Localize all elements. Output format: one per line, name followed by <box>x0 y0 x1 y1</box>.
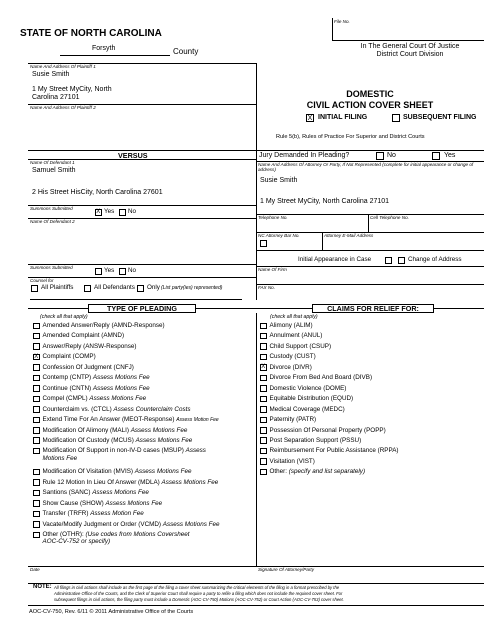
claim-item[interactable] <box>260 427 386 434</box>
pleading-checkbox[interactable]: X <box>34 353 39 360</box>
claim-label-text: Paternity (PATR) <box>269 416 317 424</box>
claim-checkbox[interactable] <box>260 427 267 434</box>
pleading-fee-note: Assess Motions Fee <box>92 489 149 497</box>
pleading-fee-note: Assess Motions Fee <box>134 468 192 476</box>
pleading-checkbox[interactable] <box>33 500 40 507</box>
only-label: Only <box>147 284 160 291</box>
claim-checkbox[interactable] <box>260 437 267 444</box>
initial-appearance-label: Initial Appearance in Case <box>298 256 372 263</box>
claim-label <box>270 416 317 423</box>
pleading-item[interactable] <box>33 479 218 486</box>
claim-checkbox[interactable] <box>260 417 267 424</box>
jury-yes-checkbox[interactable] <box>432 152 440 160</box>
pleading-fee-note: Assess <box>185 447 206 455</box>
claim-label <box>270 364 312 371</box>
claim-checkbox[interactable] <box>260 458 267 465</box>
subsequent-filing-label: SUBSEQUENT FILING <box>403 114 477 121</box>
claim-label-text: Visitation (VIST) <box>269 457 315 465</box>
claim-label-text: Reimbursement For Public Assistance (RPPA) <box>269 447 399 455</box>
jury-no-label: No <box>387 152 396 159</box>
pleading-checkbox[interactable] <box>33 333 40 340</box>
claim-item[interactable] <box>260 406 345 413</box>
state-title: STATE OF NORTH CAROLINA <box>20 28 162 39</box>
claim-checkbox[interactable] <box>260 406 267 413</box>
claim-label-text: Divorce From Bed And Board (DIVB) <box>269 374 373 382</box>
form-title-cover-sheet: CIVIL ACTION COVER SHEET <box>306 100 434 110</box>
form-id: AOC-CV-750, Rev. 6/11 © 2011 Administrative Office of the Courts <box>29 609 194 615</box>
pleading-label <box>43 500 163 507</box>
claim-label <box>270 385 347 392</box>
claim-label-text: Custody (CUST) <box>269 353 316 361</box>
pleading-check-note: (check all that apply) <box>40 314 88 320</box>
pleading-label <box>43 353 96 360</box>
claim-fee-note: (specify and list separately) <box>288 468 366 476</box>
pleading-item[interactable] <box>33 468 191 475</box>
all-defendants-checkbox[interactable] <box>84 285 91 292</box>
pleading-checkbox[interactable] <box>33 511 40 518</box>
pleading-fee-note: Assess Motions Fee <box>92 384 150 392</box>
pleading-label-text: Answer/Reply (ANSW-Response) <box>42 342 137 350</box>
pleading-label-text: Extend Time For An Answer (MEOT-Response) <box>42 416 177 424</box>
plaintiff2-label: Name And Address Of Plaintiff 2 <box>30 105 96 110</box>
pleading-item[interactable] <box>33 500 162 507</box>
pleading-fee-note-continued: Motions Fee <box>42 454 78 462</box>
jury-yes-label: Yes <box>444 152 456 159</box>
pleading-label <box>43 479 219 486</box>
claim-label-text: Domestic Violence (DOME) <box>269 384 347 392</box>
claim-item[interactable] <box>260 447 399 454</box>
claim-label-text: Other: <box>269 468 289 476</box>
pleading-item[interactable] <box>33 353 96 360</box>
claim-checkbox[interactable] <box>260 396 267 403</box>
claim-item[interactable] <box>260 437 361 444</box>
pleading-label-text: Rule 12 Motion In Lieu Of Answer (MDLA) <box>42 478 162 486</box>
summons2-no-checkbox[interactable] <box>119 268 126 275</box>
summons1-no-checkbox[interactable] <box>119 209 126 216</box>
pleading-fee-note: Assess Motions Fee <box>105 499 163 507</box>
county-word: County <box>173 47 199 56</box>
court-line2: District Court Division <box>376 51 444 58</box>
pleading-item[interactable] <box>33 437 192 444</box>
type-of-pleading-header: TYPE OF PLEADING <box>88 304 196 313</box>
pleading-checkbox[interactable] <box>33 479 40 486</box>
pleading-fee-note: Assess Motions Fee <box>130 426 188 434</box>
plaintiff1-label: Name And Address Of Plaintiff 1 <box>30 64 96 69</box>
summons1-yes-label: Yes <box>104 208 115 215</box>
pleading-item[interactable] <box>33 343 137 350</box>
claim-label-text: Divorce (DIVR) <box>269 363 312 371</box>
only-note: (List party(ies) represented) <box>161 285 223 291</box>
subsequent-filing-checkbox[interactable] <box>392 114 400 122</box>
defendant2-label: Name Of Defendant 2 <box>30 219 75 224</box>
pleading-checkbox[interactable] <box>33 469 40 476</box>
claim-label <box>270 332 323 339</box>
summons1-no-label: No <box>128 208 137 215</box>
pleading-label <box>43 510 144 517</box>
claim-label <box>270 406 345 413</box>
summons1-label: Summons Submitted <box>30 206 73 211</box>
fax-label: FAX No. <box>258 285 276 290</box>
pleading-fee-note: Assess Motion Fee <box>90 510 144 518</box>
summons2-label: Summons Submitted <box>30 265 73 270</box>
pleading-fee-note: Assess Motion Fee <box>176 417 219 424</box>
plaintiff-name[interactable]: Susie Smith <box>32 71 70 78</box>
pleading-fee-note: Assess Motions Fee <box>161 478 219 486</box>
pleading-checkbox[interactable] <box>33 417 40 424</box>
claim-item[interactable] <box>260 343 331 350</box>
claim-label-text: Alimony (ALIM) <box>269 322 313 329</box>
pleading-label-text: Modification Of Visitation (MVIS) <box>42 468 135 476</box>
pleading-label-text: Amended Complaint (AMND) <box>42 332 125 340</box>
summons2-yes-checkbox[interactable] <box>95 268 102 275</box>
pleading-checkbox[interactable] <box>33 532 40 539</box>
claim-label-text: Annulment (ANUL) <box>269 332 323 340</box>
pleading-label <box>43 332 125 339</box>
pleading-fee-note: Assess Counterclaim Costs <box>113 405 191 413</box>
claim-item[interactable] <box>260 468 365 475</box>
pleading-label <box>43 343 137 350</box>
claim-item[interactable] <box>260 395 353 402</box>
versus-label: VERSUS <box>118 151 148 160</box>
pleading-label <box>43 322 165 329</box>
claim-label <box>270 427 386 434</box>
pleading-checkbox[interactable] <box>33 364 40 371</box>
claim-item[interactable] <box>260 458 315 465</box>
summons2-yes-label: Yes <box>104 267 115 274</box>
pleading-fee-note: (Use codes from Motions Coversheet <box>85 531 190 538</box>
note-line3: subsequent filings in civil actions, the filing party must include a Domestic (AOC-CV-750) Motions (AOC-CV-752) or Court Action (AOC-CV-753) cover sheet. <box>54 597 344 602</box>
pleading-label <box>43 447 206 462</box>
only-checkbox[interactable] <box>137 285 144 292</box>
pleading-label-text: Contemp (CNTP) <box>42 374 93 382</box>
pleading-item[interactable] <box>33 427 187 434</box>
claim-label <box>270 343 332 350</box>
cell-telephone-label: Cell Telephone No. <box>370 215 409 220</box>
pleading-label <box>43 468 192 475</box>
pleading-checkbox[interactable] <box>33 448 40 455</box>
initial-filing-label: INITIAL FILING <box>318 114 368 121</box>
summons2-no-label: No <box>128 267 137 274</box>
pleading-label <box>43 374 150 381</box>
pleading-item[interactable] <box>33 489 149 496</box>
pleading-checkbox[interactable] <box>33 427 40 434</box>
pleading-label <box>43 364 134 371</box>
note-line2: Administrative Office of the Courts, and the Clerk of Superior Court shall require a party to refile a filing which does not include the required cover sheet. For <box>54 591 343 596</box>
pleading-label-text: Modification Of Alimony (MALI) <box>42 426 131 434</box>
pleading-item[interactable] <box>33 510 144 517</box>
pleading-checkbox[interactable] <box>33 323 40 330</box>
defendant-name[interactable]: Samuel Smith <box>32 167 76 174</box>
summons1-yes-checkbox[interactable]: X <box>96 209 101 215</box>
pleading-fee-note: Assess Motions Fee <box>92 374 150 382</box>
initial-appearance-checkbox[interactable] <box>385 257 392 264</box>
pleading-label <box>43 395 147 402</box>
claim-checkbox[interactable] <box>260 323 267 330</box>
pleading-label <box>43 385 150 392</box>
pleading-label-text: Other (OTHR): <box>42 531 86 538</box>
jury-no-checkbox[interactable] <box>376 152 384 160</box>
rule-text: Rule 5(b), Rules of Practice For Superior and District Courts <box>276 134 425 140</box>
defendant1-label: Name Of Defendant 1 <box>30 160 75 165</box>
plaintiff-address-line1[interactable]: 1 My Street MyCity, North <box>32 86 112 93</box>
note-label: NOTE: <box>33 584 52 590</box>
pleading-checkbox[interactable] <box>33 396 40 403</box>
claim-item[interactable] <box>260 385 346 392</box>
claim-checkbox[interactable] <box>260 448 267 455</box>
claim-label-text: Medical Coverage (MEDC) <box>269 405 345 413</box>
file-no-label: File No. <box>334 19 350 24</box>
claim-item[interactable] <box>260 322 313 329</box>
pleading-label <box>43 406 191 413</box>
claim-item[interactable] <box>260 332 322 339</box>
pleading-label <box>43 416 219 424</box>
pleading-label-text: Transfer (TRFR) <box>42 510 91 518</box>
pleading-fee-note: Assess Motions Fee <box>89 395 147 403</box>
claims-for-relief-header: CLAIMS FOR RELIEF FOR: <box>312 304 434 313</box>
pleading-fee-note: Assess Motions Fee <box>135 436 193 444</box>
claim-checkbox[interactable] <box>260 333 267 340</box>
form-title-domestic: DOMESTIC <box>346 89 394 99</box>
pleading-label-text: Vacate/Modify Judgment or Order (VCMD) <box>42 520 163 528</box>
initial-filing-checkbox[interactable]: X <box>307 115 313 122</box>
email-label: Attorney E-Mail Address <box>324 233 374 238</box>
bar-number-checkbox[interactable] <box>260 240 267 247</box>
telephone-label: Telephone No. <box>258 215 288 220</box>
county-value: Forsyth <box>92 45 116 52</box>
pleading-item[interactable] <box>33 416 219 424</box>
claim-checkbox[interactable] <box>260 469 267 476</box>
pleading-item[interactable] <box>33 374 150 381</box>
all-plaintiffs-checkbox[interactable] <box>31 285 38 292</box>
pleading-checkbox[interactable] <box>33 406 40 413</box>
court-line1: In The General Court Of Justice <box>360 43 460 50</box>
claim-label <box>270 437 362 444</box>
claim-label <box>270 468 366 475</box>
claim-label <box>270 458 315 465</box>
pleading-label <box>43 521 220 528</box>
claim-item[interactable] <box>260 364 312 371</box>
pleading-item[interactable] <box>33 521 219 528</box>
claim-label <box>270 374 373 381</box>
pleading-checkbox[interactable] <box>33 385 40 392</box>
claim-item[interactable] <box>260 374 372 381</box>
claim-label-text: Possession Of Personal Property (POPP) <box>269 426 386 434</box>
claim-checkbox[interactable] <box>260 385 267 392</box>
change-of-address-label: Change of Address <box>408 256 462 263</box>
claim-checkbox[interactable] <box>260 375 267 382</box>
claim-checkbox[interactable]: X <box>261 364 266 371</box>
attorney-label: Name And Address Of Attorney Or Party, If Not Represented (complete for initial appearance or change of address) <box>258 162 474 172</box>
claim-label <box>270 447 399 454</box>
pleading-item[interactable] <box>33 385 150 392</box>
pleading-label-text: Modification Of Support in non-IV-D cases (MSUP) <box>42 447 186 455</box>
claim-label <box>270 322 313 329</box>
pleading-label-text: Show Cause (SHOW) <box>42 499 106 507</box>
pleading-label-text: Compel (CMPL) <box>42 395 90 403</box>
pleading-item[interactable] <box>33 395 146 402</box>
claim-item[interactable] <box>260 416 316 423</box>
pleading-item[interactable] <box>33 322 165 329</box>
claim-checkbox[interactable] <box>260 354 267 361</box>
plaintiff-address-line2[interactable]: Carolina 27101 <box>32 94 80 101</box>
date-label: Date <box>30 567 40 572</box>
pleading-fee-note: Assess Motions Fee <box>162 520 220 528</box>
pleading-label-text: Continue (CNTN) <box>42 384 93 392</box>
claim-checkbox[interactable] <box>260 343 267 350</box>
claims-check-note: (check all that apply) <box>270 314 318 320</box>
jury-question: Jury Demanded In Pleading? <box>259 152 350 159</box>
all-plaintiffs-label: All Plaintiffs <box>41 284 74 291</box>
firm-label: Name Of Firm <box>258 267 287 272</box>
note-line1: All filings in civil actions shall include as the first page of the filing a cover sheet summarizing the critical elements of the filing in a format prescribed by the <box>54 585 340 590</box>
claim-label <box>270 395 354 402</box>
claim-label-text: Post Separation Support (PSSU) <box>269 436 362 444</box>
pleading-label-text: Amended Answer/Reply (AMND-Response) <box>42 322 165 329</box>
counsel-label: Counsel for <box>30 278 54 283</box>
defendant-address[interactable]: 2 His Street HisCity, North Carolina 27601 <box>32 189 163 196</box>
bar-number-label: NC Attorney Bar No. <box>258 233 300 238</box>
pleading-label-text: Santions (SANC) <box>42 489 93 497</box>
pleading-checkbox[interactable] <box>33 490 40 497</box>
pleading-item[interactable] <box>33 332 124 339</box>
pleading-label <box>43 531 190 546</box>
pleading-label <box>43 489 149 496</box>
claim-label-text: Child Support (CSUP) <box>269 342 332 350</box>
pleading-checkbox[interactable] <box>33 343 40 350</box>
pleading-label-text: Counterclaim vs. (CTCL) <box>42 405 114 413</box>
attorney-name[interactable]: Susie Smith <box>260 177 298 184</box>
pleading-item[interactable] <box>33 531 189 546</box>
pleading-item[interactable] <box>33 406 191 413</box>
change-of-address-checkbox[interactable] <box>398 257 405 264</box>
pleading-label-text: Modification Of Custody (MCUS) <box>42 436 136 444</box>
pleading-checkbox[interactable] <box>33 375 40 382</box>
pleading-item[interactable] <box>33 364 134 371</box>
claim-label-text: Equitable Distribution (EQUD) <box>269 395 354 403</box>
pleading-label <box>43 427 188 434</box>
all-defendants-label: All Defendants <box>94 284 135 291</box>
pleading-fee-note-continued: AOC-CV-752 or specify) <box>42 538 111 546</box>
attorney-address[interactable]: 1 My Street MyCity, North Carolina 27101 <box>260 198 390 205</box>
pleading-checkbox[interactable] <box>33 521 40 528</box>
claim-item[interactable] <box>260 353 316 360</box>
claim-label <box>270 353 316 360</box>
pleading-item[interactable] <box>33 447 206 462</box>
signature-label: Signature Of Attorney/Party <box>258 567 315 572</box>
pleading-label <box>43 437 193 444</box>
pleading-label-text: Complaint (COMP) <box>42 353 96 361</box>
pleading-checkbox[interactable] <box>33 437 40 444</box>
pleading-label-text: Confession Of Judgment (CNFJ) <box>42 363 134 371</box>
